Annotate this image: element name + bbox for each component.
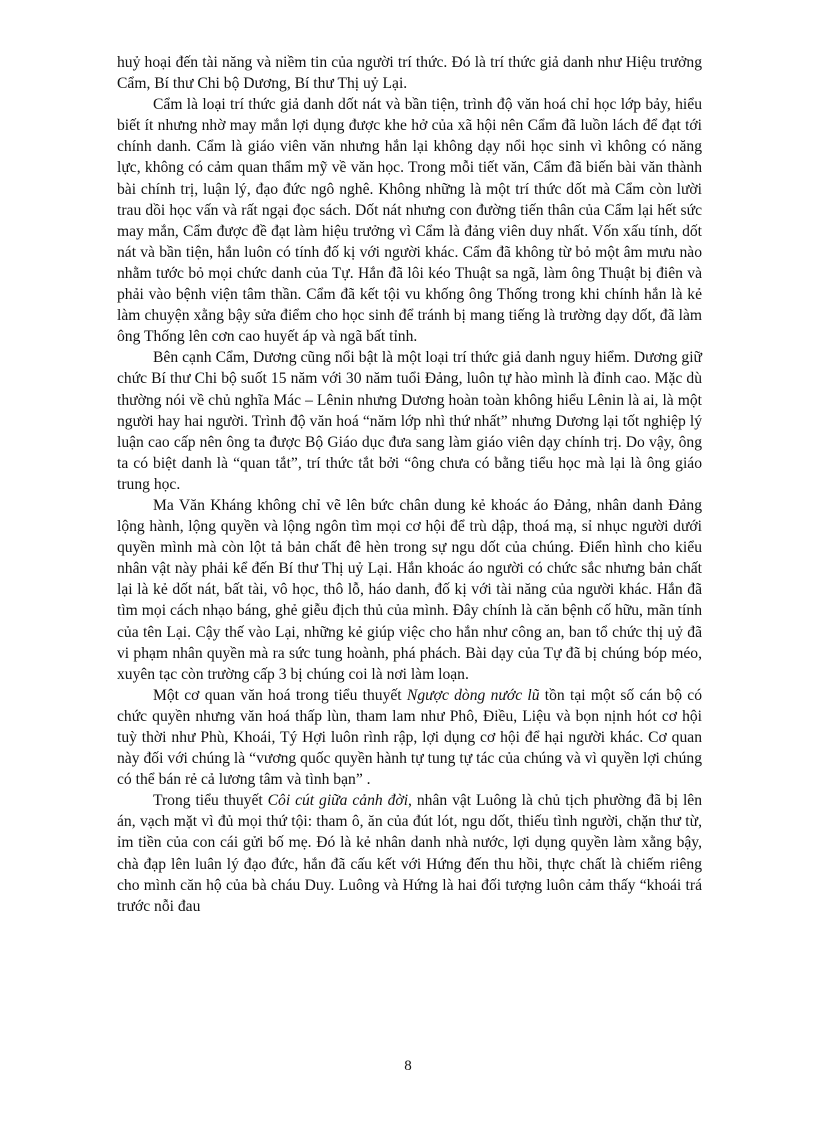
text-run: Cẩm là loại trí thức giả danh dốt nát và bần tiện, trình độ văn hoá chỉ học lớp bảy, hiểu biết ít nhưng nhờ may mắn lợi dụng được khe hở của xã hội nên Cẩm đã luồn lách để đạt tới chính danh. Cẩm là giáo viên văn nhưng hắn lại không dạy nổi học sinh vì không có năng lực, không có cảm quan thẩm mỹ về văn học. Trong mỗi tiết văn, Cẩm đã biến bài văn thành bài chính trị, luận lý, đạo đức ngô nghê. Không những là một trí thức dốt mà Cẩm còn lười trau dồi học vấn và rất ngại đọc sách. Dốt nát nhưng con đường tiến thân của Cẩm lại hết sức may mắn, Cẩm được đề đạt làm hiệu trưởng vì Cẩm là đảng viên duy nhất. Vốn xấu tính, dốt nát và bần tiện, hắn luôn có tính đố kị với người khác. Cẩm đã không từ bỏ một âm mưu nào nhằm tước bỏ mọi chức danh của Tự. Hắn đã lôi kéo Thuật sa ngã, làm ông Thuật bị điên và phải vào bệnh viện tâm thần. Cẩm đã kết tội vu khống ông Thống trong khi chính hắn là kẻ làm chuyện xằng bậy sửa điểm cho học sinh để tránh bị mang tiếng là trường dạy dốt, đã làm ông Thống lên cơn cao huyết áp và ngã bất tỉnh. bbox=[117, 96, 702, 346]
text-run: , nhân vật Luông là chủ tịch phường đã bị lên án, vạch mặt vì đủ mọi thứ tội: tham ô, ăn của đút lót, ngu dốt, thiếu tình người, chặn thư từ, ỉm tiền của con cái gửi bố mẹ. Đó là kẻ nhân danh nhà nước, lợi dụng quyền làm xằng bậy, chà đạp lên luân lý đạo đức, hắn đã cấu kết với Hứng đến thu hồi, thực chất là chiếm riêng cho mình căn hộ của bà cháu Duy. Luông và Hứng là hai đối tượng luôn cảm thấy “khoái trá trước nỗi đau bbox=[117, 792, 702, 915]
text-run: Bên cạnh Cẩm, Dương cũng nổi bật là một loại trí thức giả danh nguy hiểm. Dương giữ chức Bí thư Chi bộ suốt 15 năm với 30 năm tuổi Đảng, luôn tự hào mình là đỉnh cao. Mặc dù thường nói về chủ nghĩa Mác – Lênin nhưng Dương hoàn toàn không hiểu Lênin là ai, là một người hay hai người. Trình độ văn hoá “năm lớp nhì thứ nhất” nhưng Dương lại tốt nghiệp lý luận cao cấp nên ông ta được Bộ Giáo dục đưa sang làm giáo viên dạy chính trị. Do vậy, ông ta có biệt danh là “quan tắt”, trí thức tắt bởi “ông chưa có bằng tiểu học mà lại là ông giáo trung học. bbox=[117, 349, 702, 493]
paragraph bbox=[117, 685, 702, 790]
text-run: Ma Văn Kháng không chỉ vẽ lên bức chân dung kẻ khoác áo Đảng, nhân danh Đảng lộng hành, lộng quyền và lộng ngôn tìm mọi cơ hội để trù dập, thoá mạ, sỉ nhục người dưới quyền mình mà còn lột tả bản chất đê hèn trong sự ngu dốt của chúng. Điển hình cho kiểu nhân vật này phải kể đến Bí thư Thị uỷ Lại. Hắn khoác áo người có chức sắc nhưng bản chất lại là kẻ dốt nát, bất tài, vô học, thô lỗ, háo danh, đố kị với tài năng của người khác. Hắn đã tìm mọi cách nhạo báng, ghẻ giễu địch thủ của mình. Đây chính là căn bệnh cố hữu, mãn tính của tên Lại. Cậy thế vào Lại, những kẻ giúp việc cho hắn như công an, ban tổ chức thị uỷ đã vi phạm nhân quyền mà ra sức tung hoành, phá phách. Bài dạy của Tự đã bị chúng bóp méo, xuyên tạc còn trường cấp 3 bị chúng coi là nơi làm loạn. bbox=[117, 496, 702, 683]
paragraph bbox=[117, 52, 702, 94]
text-run: tồn tại một số cán bộ có chức quyền nhưng văn hoá thấp lùn, tham lam như Phô, Điều, Liệu và bọn nịnh hót cơ hội tuỳ thời như Phù, Khoái, Tý Hợi luôn rình rập, lợi dụng cơ hội để hại người khác. Cơ quan này đối với chúng là “vương quốc quyền hành tự tung tự tác của chúng và vì quyền lợi chúng có thể bán rẻ cả lương tâm và tình bạn” . bbox=[117, 686, 702, 789]
paragraph bbox=[117, 347, 702, 495]
text-run: Một cơ quan văn hoá trong tiểu thuyết bbox=[153, 686, 407, 704]
text-run: Trong tiểu thuyết bbox=[153, 792, 268, 810]
paragraph bbox=[117, 790, 702, 917]
paragraph bbox=[117, 495, 702, 685]
page-number: 8 bbox=[404, 1058, 412, 1074]
book-title: Ngược dòng nước lũ bbox=[406, 686, 540, 704]
body-text bbox=[117, 52, 702, 917]
book-title: Côi cút giữa cảnh đời bbox=[267, 792, 409, 810]
paragraph bbox=[117, 94, 702, 347]
text-run: huỷ hoại đến tài năng và niềm tin của người trí thức. Đó là trí thức giả danh như Hiệu trưởng Cẩm, Bí thư Chi bộ Dương, Bí thư Thị uỷ Lại. bbox=[117, 54, 702, 93]
